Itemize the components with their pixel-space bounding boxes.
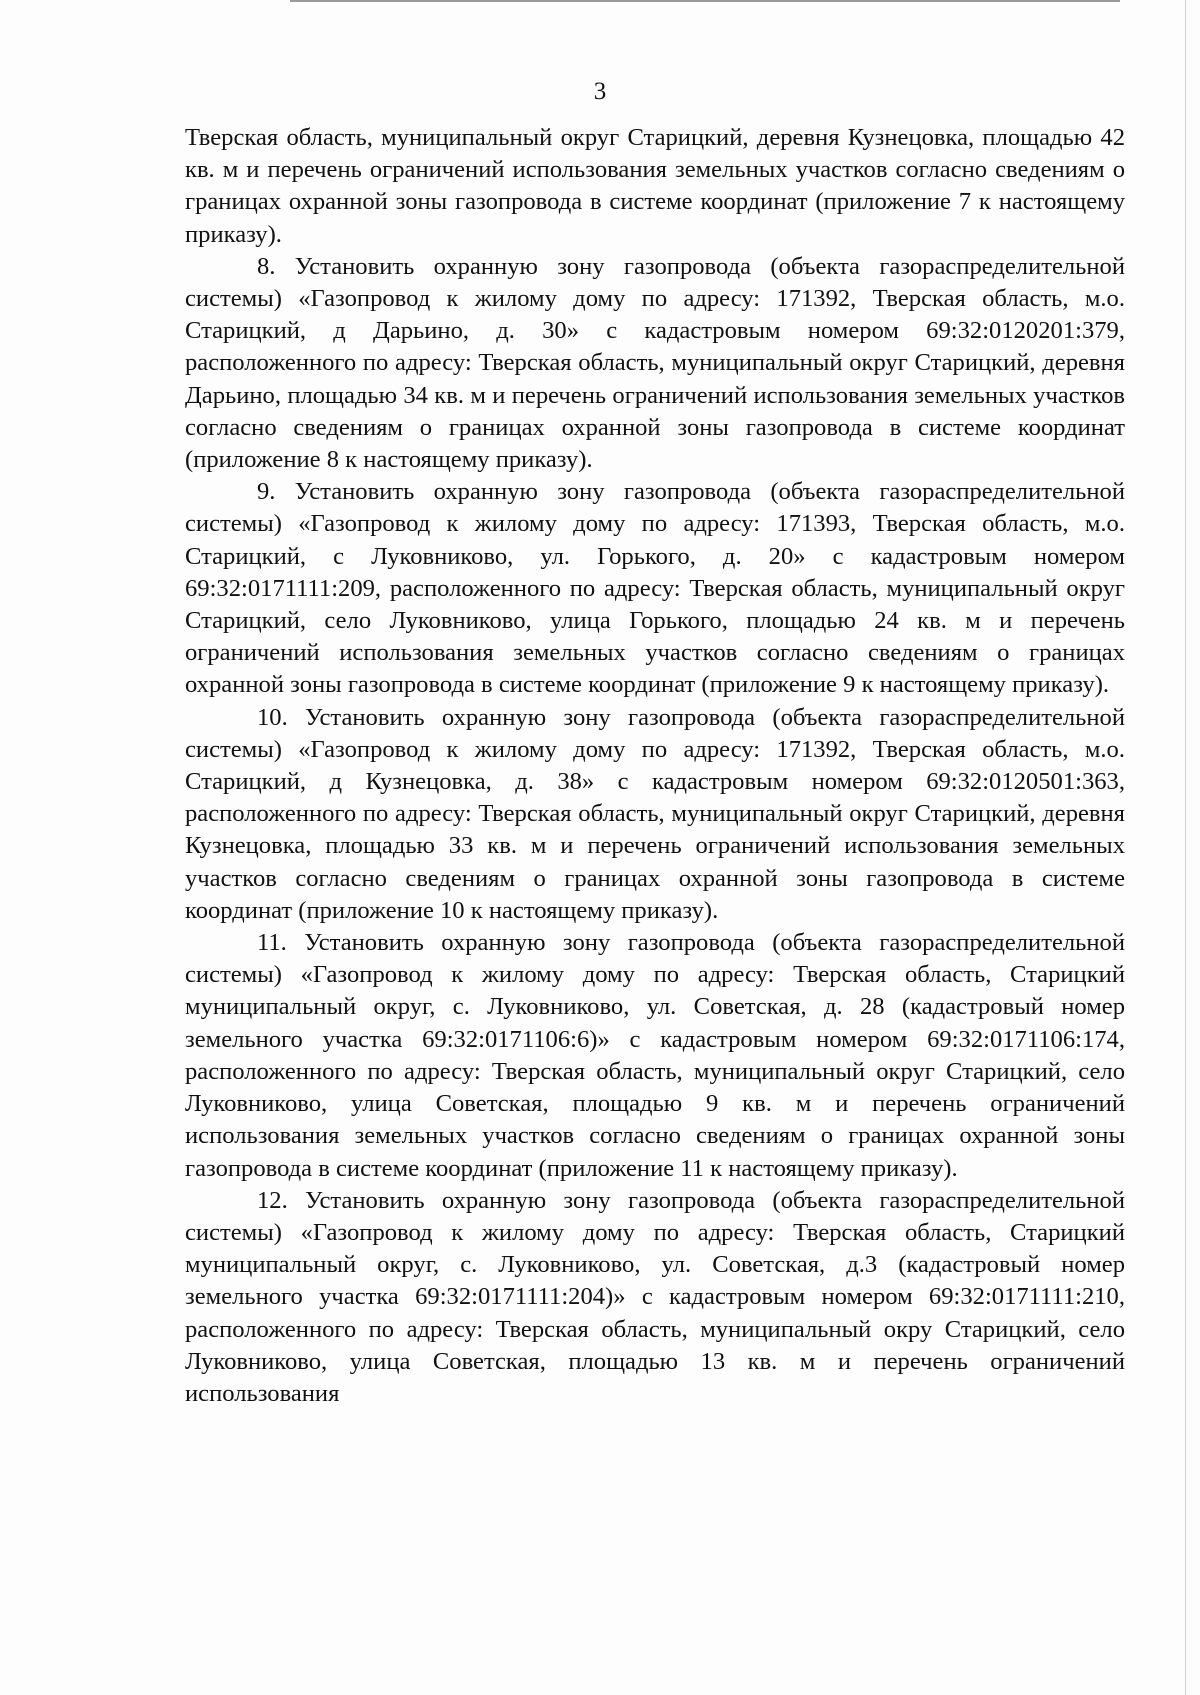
paragraph-item-8: 8. Установить охранную зону газопровода (объекта газораспределительной системы) «Газопровод к жилому дому по адресу: 171392, Тверская область, м.о. Старицкий, д Дарьино, д. 30» с кадастровым номером 69:32:0120201:379, расположенного по адресу: Тверская область, муниципальный округ Старицкий, деревня Дарьино, площадью 34 кв. м и перечень ограничений использования земельных участков согласно сведениям о границах охранной зоны газопровода в системе координат (приложение 8 к настоящему приказу). (185, 252, 1125, 474)
scan-edge-right (1185, 0, 1186, 1695)
paragraph-item-12: 12. Установить охранную зону газопровода (объекта газораспределительной системы) «Газопровод к жилому дому по адресу: Тверская область, Старицкий муниципальный округ, с. Луковниково, ул. Советская, д.3 (кадастровый номер земельного участка 69:32:0171111:204)» с кадастровым номером 69:32:0171111:210, расположенного по адресу: Тверская область, муниципальный окру Старицкий, село Луковниково, улица Советская, площадью 13 кв. м и перечень ограничений использования (185, 1186, 1125, 1407)
document-body (185, 122, 1125, 1410)
page-number: 3 (593, 78, 607, 105)
paragraph-item-10: 10. Установить охранную зону газопровода (объекта газораспределительной системы) «Газопровод к жилому дому по адресу: 171392, Тверская область, м.о. Старицкий, д Кузнецовка, д. 38» с кадастровым номером 69:32:0120501:363, расположенного по адресу: Тверская область, муниципальный округ Старицкий, деревня Кузнецовка, площадью 33 кв. м и перечень ограничений использования земельных участков согласно сведениям о границах охранной зоны газопровода в системе координат (приложение 10 к настоящему приказу). (185, 703, 1125, 924)
paragraph-continuation: Тверская область, муниципальный округ Старицкий, деревня Кузнецовка, площадью 42 кв. м и перечень ограничений использования земельных участков согласно сведениям о границах охранной зоны газопровода в системе координат (приложение 7 к настоящему приказу). (185, 124, 1125, 248)
paragraph-item-9: 9. Установить охранную зону газопровода (объекта газораспределительной системы) «Газопровод к жилому дому по адресу: 171393, Тверская область, м.о. Старицкий, с Луковниково, ул. Горького, д. 20» с кадастровым номером 69:32:0171111:209, расположенного по адресу: Тверская область, муниципальный округ Старицкий, село Луковниково, улица Горького, площадью 24 кв. м и перечень ограничений использования земельных участков согласно сведениям о границах охранной зоны газопровода в системе координат (приложение 9 к настоящему приказу). (185, 478, 1125, 699)
scan-edge-top (290, 0, 1120, 2)
paragraph-item-11: 11. Установить охранную зону газопровода (объекта газораспределительной системы) «Газопровод к жилому дому по адресу: Тверская область, Старицкий муниципальный округ, с. Луковниково, ул. Советская, д. 28 (кадастровый номер земельного участка 69:32:0171106:6)» с кадастровым номером 69:32:0171106:174, расположенного по адресу: Тверская область, муниципальный округ Старицкий, село Луковниково, улица Советская, площадью 9 кв. м и перечень ограничений использования земельных участков согласно сведениям о границах охранной зоны газопровода в системе координат (приложение 11 к настоящему приказу). (185, 929, 1125, 1182)
